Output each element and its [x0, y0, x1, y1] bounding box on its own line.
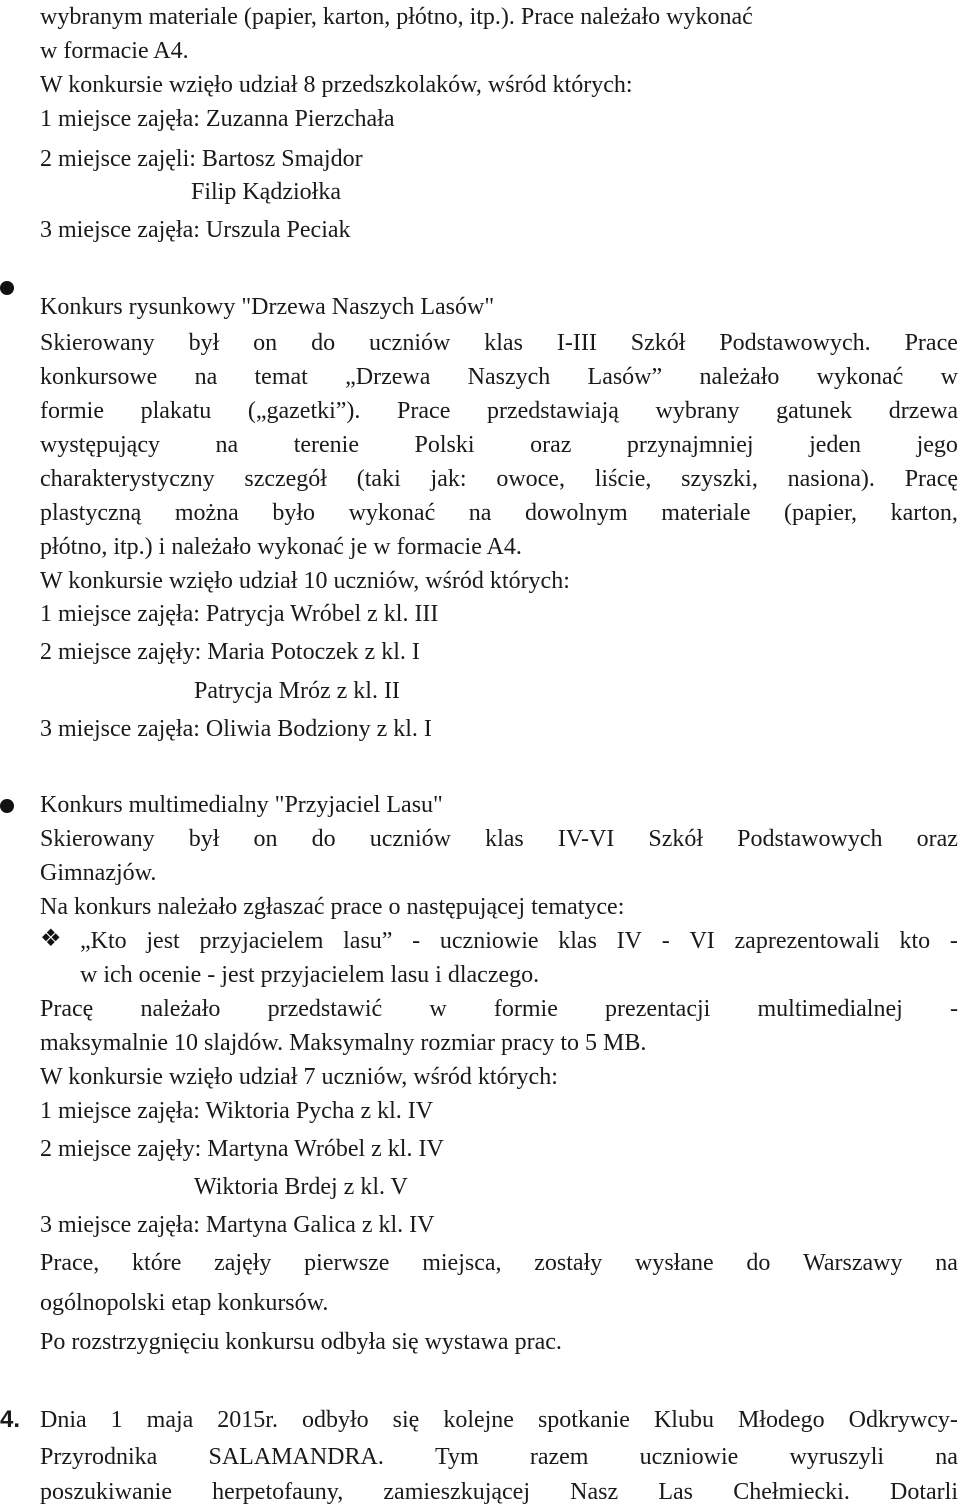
word: I-III	[556, 330, 597, 356]
word: poszukiwanie	[40, 1479, 172, 1505]
word: IV-VI	[557, 826, 615, 852]
word: on	[253, 826, 278, 852]
word: się	[392, 1407, 420, 1433]
word: odbyło	[301, 1407, 369, 1433]
word: charakterystyczny	[40, 466, 215, 492]
word: -	[661, 928, 670, 954]
word: („gazetki”).	[247, 398, 361, 424]
word: uczniowie	[439, 928, 539, 954]
contest1-line-5	[40, 462, 958, 496]
contest2-line-2: Gimnazjów.	[40, 860, 157, 886]
word: IV	[616, 928, 642, 954]
word: na	[935, 1444, 958, 1470]
contest2-line-6: W konkursie wzięło udział 7 uczniów, wśród których:	[40, 1064, 558, 1090]
word: terenie	[293, 432, 359, 458]
word: Pracę	[40, 996, 94, 1022]
word: Prace,	[40, 1250, 100, 1276]
contest1-result-4: 3 miejsce zajęła: Oliwia Bodziony z kl. I	[40, 716, 432, 742]
word: SALAMANDRA.	[208, 1444, 384, 1470]
word: on	[253, 330, 278, 356]
word: jak:	[430, 466, 467, 492]
contest1-result-2: 2 miejsce zajęły: Maria Potoczek z kl. I	[40, 639, 420, 665]
contest2-line-1	[40, 822, 958, 856]
word: do	[311, 826, 336, 852]
word: gatunek	[776, 398, 853, 424]
contest1-line-7: płótno, itp.) i należało wykonać je w formacie A4.	[40, 534, 522, 560]
intro-line-6: Filip Kądziołka	[191, 179, 341, 205]
word: miejsca,	[422, 1250, 502, 1276]
word: klas	[485, 826, 524, 852]
word: karton,	[890, 500, 958, 526]
contest2-line-5: maksymalnie 10 slajdów. Maksymalny rozmiar pracy to 5 MB.	[40, 1030, 647, 1056]
word: pierwsze	[304, 1250, 390, 1276]
word: razem	[529, 1444, 589, 1470]
word: można	[174, 500, 239, 526]
word: w	[429, 996, 447, 1022]
word: na	[215, 432, 239, 458]
word: na	[194, 364, 218, 390]
word: klas	[558, 928, 597, 954]
list-number: 4.	[0, 1406, 21, 1433]
word: zaprezentowali	[734, 928, 880, 954]
contest1-title: Konkurs rysunkowy "Drzewa Naszych Lasów"	[40, 294, 495, 320]
word: był	[188, 330, 220, 356]
word: w	[940, 364, 958, 390]
word: na	[935, 1250, 958, 1276]
word: formie	[40, 398, 104, 424]
word: plastyczną	[40, 500, 142, 526]
word: VI	[689, 928, 715, 954]
word: lasu”	[343, 928, 393, 954]
contest1-line-4	[40, 428, 958, 462]
word: do	[311, 330, 336, 356]
word: szczegół	[244, 466, 327, 492]
word: Młodego	[737, 1407, 825, 1433]
word: przedstawić	[267, 996, 383, 1022]
word: Pracę	[904, 466, 958, 492]
word: uczniów	[369, 826, 452, 852]
diamond-bullet-icon: ❖	[40, 926, 62, 952]
word: jeden	[809, 432, 862, 458]
word: Szkół	[630, 330, 686, 356]
contest1-line-1	[40, 326, 958, 360]
item4-line-3	[40, 1475, 958, 1509]
contest1-line-8: W konkursie wzięło udział 10 uczniów, wśród których:	[40, 568, 570, 594]
contest1-line-3	[40, 394, 958, 428]
word: (taki	[356, 466, 401, 492]
word: jest	[146, 928, 180, 954]
word: uczniów	[369, 330, 451, 356]
word: Nasz	[570, 1479, 619, 1505]
word: Chełmiecki.	[733, 1479, 850, 1505]
bullet-icon	[0, 281, 14, 295]
word: Dnia	[40, 1407, 87, 1433]
contest2-result-1: 1 miejsce zajęła: Wiktoria Pycha z kl. IV	[40, 1098, 434, 1124]
word: wysłane	[635, 1250, 714, 1276]
contest2-line-8: ogólnopolski etap konkursów.	[40, 1290, 329, 1316]
word: oraz	[916, 826, 958, 852]
word: 1	[110, 1407, 123, 1433]
word: dowolnym	[524, 500, 628, 526]
word: należało	[699, 364, 780, 390]
word: które	[132, 1250, 182, 1276]
intro-line-4: 1 miejsce zajęła: Zuzanna Pierzchała	[40, 106, 395, 132]
word: do	[746, 1250, 771, 1276]
contest2-line-3: Na konkurs należało zgłaszać prace o następującej tematyce:	[40, 894, 625, 920]
word: przynajmniej	[626, 432, 754, 458]
item4-line-2	[40, 1440, 958, 1474]
word: klas	[484, 330, 523, 356]
word: Dotarli	[890, 1479, 958, 1505]
word: Prace	[397, 398, 451, 424]
contest2-list-item-1	[80, 924, 958, 958]
word: nasiona).	[787, 466, 875, 492]
word: przyjacielem	[199, 928, 324, 954]
word: wykonać	[348, 500, 436, 526]
word: Lasów”	[587, 364, 663, 390]
contest2-line-7	[40, 1246, 958, 1280]
item4-line-1	[40, 1403, 958, 1437]
word: wybrany	[655, 398, 740, 424]
intro-line-2: w formacie A4.	[40, 38, 189, 64]
contest1-line-6	[40, 496, 958, 530]
word: kolejne	[443, 1407, 514, 1433]
contest2-list-item-2: w ich ocenie - jest przyjacielem lasu i dlaczego.	[80, 962, 540, 988]
word: wyruszyli	[789, 1444, 885, 1470]
contest2-line-4	[40, 992, 958, 1026]
word: Las	[658, 1479, 693, 1505]
word: owoce,	[496, 466, 565, 492]
intro-line-1: wybranym materiale (papier, karton, płótno, itp.). Prace należało wykonać	[40, 4, 753, 30]
contest2-result-3: Wiktoria Brdej z kl. V	[194, 1174, 408, 1200]
contest1-result-3: Patrycja Mróz z kl. II	[194, 678, 400, 704]
word: -	[412, 928, 421, 954]
word: Przyrodnika	[40, 1444, 158, 1470]
word: Polski	[414, 432, 475, 458]
word: Skierowany	[40, 826, 155, 852]
contest2-line-9: Po rozstrzygnięciu konkursu odbyła się wystawa prac.	[40, 1329, 562, 1355]
word: był	[188, 826, 220, 852]
word: drzewa	[888, 398, 958, 424]
word: Podstawowych.	[719, 330, 871, 356]
contest2-title: Konkurs multimedialny "Przyjaciel Lasu"	[40, 792, 443, 818]
word: Prace	[904, 330, 958, 356]
word: 2015r.	[217, 1407, 278, 1433]
word: formie	[493, 996, 558, 1022]
word: kto	[899, 928, 931, 954]
word: Odkrywcy-	[848, 1407, 958, 1433]
word: przedstawiają	[486, 398, 619, 424]
contest1-result-1: 1 miejsce zajęła: Patrycja Wróbel z kl. III	[40, 601, 439, 627]
contest2-result-4: 3 miejsce zajęła: Martyna Galica z kl. IV	[40, 1212, 435, 1238]
word: spotkanie	[537, 1407, 630, 1433]
word: -	[949, 928, 958, 954]
word: zajęły	[214, 1250, 272, 1276]
word: herpetofauny,	[212, 1479, 344, 1505]
word: na	[468, 500, 492, 526]
intro-line-5: 2 miejsce zajęli: Bartosz Smajdor	[40, 146, 363, 172]
word: (papier,	[784, 500, 858, 526]
word: szyszki,	[681, 466, 758, 492]
word: Szkół	[648, 826, 704, 852]
word: liście,	[594, 466, 652, 492]
word: Warszawy	[803, 1250, 903, 1276]
word: -	[949, 996, 958, 1022]
word: występujący	[40, 432, 160, 458]
bullet-icon	[0, 799, 14, 813]
word: uczniowie	[639, 1444, 739, 1470]
word: temat	[254, 364, 308, 390]
word: było	[272, 500, 316, 526]
contest2-result-2: 2 miejsce zajęły: Martyna Wróbel z kl. IV	[40, 1136, 444, 1162]
word: „Kto	[80, 928, 127, 954]
word: konkursowe	[40, 364, 158, 390]
intro-line-3: W konkursie wzięło udział 8 przedszkolaków, wśród których:	[40, 72, 633, 98]
word: Podstawowych	[737, 826, 883, 852]
word: multimedialnej	[757, 996, 903, 1022]
word: materiale	[661, 500, 751, 526]
word: wykonać	[816, 364, 904, 390]
word: plakatu	[140, 398, 212, 424]
word: Tym	[435, 1444, 479, 1470]
word: prezentacji	[605, 996, 711, 1022]
word: zamieszkującej	[383, 1479, 530, 1505]
word: Klubu	[653, 1407, 714, 1433]
word: należało	[140, 996, 221, 1022]
word: „Drzewa	[345, 364, 431, 390]
word: Skierowany	[40, 330, 155, 356]
word: maja	[146, 1407, 194, 1433]
intro-line-7: 3 miejsce zajęła: Urszula Peciak	[40, 217, 351, 243]
word: Naszych	[467, 364, 551, 390]
contest1-line-2	[40, 360, 958, 394]
word: oraz	[530, 432, 572, 458]
word: jego	[916, 432, 958, 458]
word: zostały	[534, 1250, 603, 1276]
